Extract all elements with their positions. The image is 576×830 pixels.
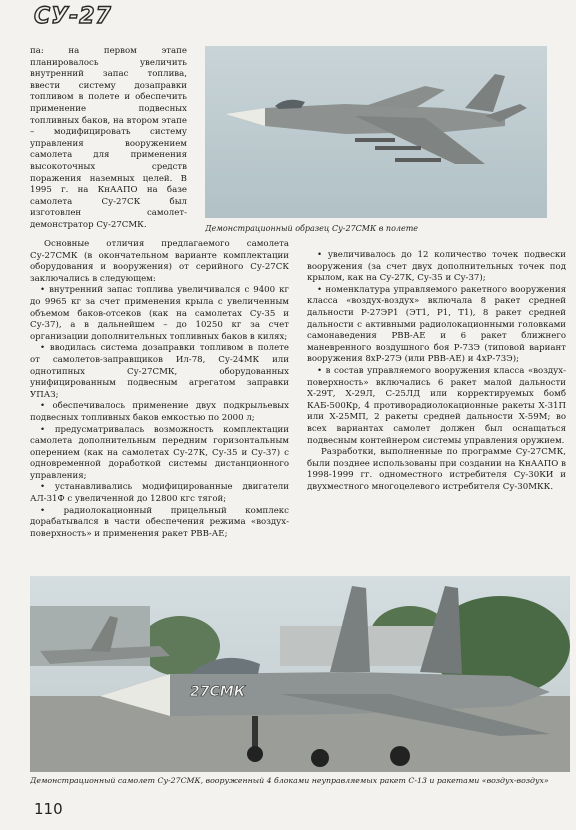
paragraph: • радиолокационный прицельный комплекс дорабатывался в части обеспечения режима «воздух-поверхность» и применения ракет РВВ-АЕ; [30, 505, 289, 539]
caption-bottom-photo: Демонстрационный самолет Су-27СМК, вооруженный 4 блоками неуправляемых ракет С-13 и ракетами «воздух-воздух» [30, 776, 549, 785]
paragraph: • номенклатура управляемого ракетного вооружения класса «воздух-воздух» включала 8 ракет средней дальности Р-27ЭР1 (ЭТ1, Р1, Т1), 8 ракет средней дальности с активными радиолокационными головками самонаведения РВВ-АЕ и 6 ракет ближнего маневренного воздушного боя Р-73Э (типовой вариант вооружения 8хР-27Э (или РВВ-АЕ) и 4хР-73Э); [307, 284, 566, 365]
paragraph: • обеспечивалось применение двух подкрыльевых подвесных топливных баков емкостью по 2000 л; [30, 401, 289, 423]
paragraph: Разработки, выполненные по программе Су-27СМК, были позднее использованы при создании на КнААПО в 1998-1999 гг. одноместного истребителя Су-30КИ и двухместного многоцелевого истребителя Су-30МКК. [307, 447, 566, 492]
text-column-left [30, 239, 289, 569]
paragraph: • устанавливались модифицированные двигатели АЛ-31Ф с увеличенной до 12800 кгс тягой; [30, 482, 289, 505]
paragraph: • предусматривалась возможность комплектации самолета дополнительным передним горизонтальным оперением (как на самолетах Су-27К, Су-35 и Су-37) с одновременной доработкой системы дистанционного управления; [30, 424, 289, 481]
text-column-right [307, 250, 566, 570]
paragraph: • вводилась система дозаправки топливом в полете от самолетов-заправщиков Ил-78, Су-24МК или однотипных Су-27СМК, оборудованных унифицированным подвесным агрегатом заправки УПАЗ; [30, 343, 289, 400]
photo-aircraft-in-flight [205, 46, 547, 218]
paragraph: • увеличивалось до 12 количество точек подвески вооружения (за счет двух дополнительных точек под крылом, как на Су-27К, Су-35 и Су-37); [307, 250, 566, 284]
paragraph: Основные отличия предлагаемого самолета Су-27СМК (в окончательном варианте комплектации оборудования и вооружения) от серийного Су-27СК заключались в следующем: [30, 239, 289, 284]
paragraph: па: на первом этапе планировалось увеличить внутренний запас топлива, ввести систему дозаправки топливом в полете и обеспечить применение подвесных топливных баков, на втором этапе – модифицировать систему управления вооружением самолета для применения высокоточных средств поражения наземных целей. В 1995 г. на КнААПО на базе самолета Су-27СК был изготовлен самолет-демонстратор Су-27СМК. [30, 46, 187, 230]
journal-logo: СУ-27 [34, 4, 112, 29]
paragraph: • внутренний запас топлива увеличивался с 9400 кг до 9965 кг за счет применения крыла с увеличенным объемом баков-отсеков (как на самолетах Су-35 и Су-37), а в дальнейшем – до 10250 кг за счет организации дополнительных топливных баков в килях; [30, 285, 289, 342]
photo-aircraft-on-ground [30, 576, 570, 772]
tail-code: 27СМК [190, 684, 246, 700]
page-number: 110 [34, 800, 63, 818]
caption-top-photo: Демонстрационный образец Су-27СМК в полете [205, 224, 419, 233]
text-column-left-top [30, 46, 187, 239]
paragraph: • в состав управляемого вооружения класса «воздух-поверхность» включались 6 ракет малой дальности Х-29Т, Х-29Л, С-25ЛД или корректируемых бомб КАБ-500Кр, 4 противорадиолокационные ракеты Х-31П или Х-25МП, 2 ракеты средней дальности Х-59М; во всех вариантах самолет должен был оснащаться подвесным контейнером системы управления оружием. [307, 365, 566, 446]
